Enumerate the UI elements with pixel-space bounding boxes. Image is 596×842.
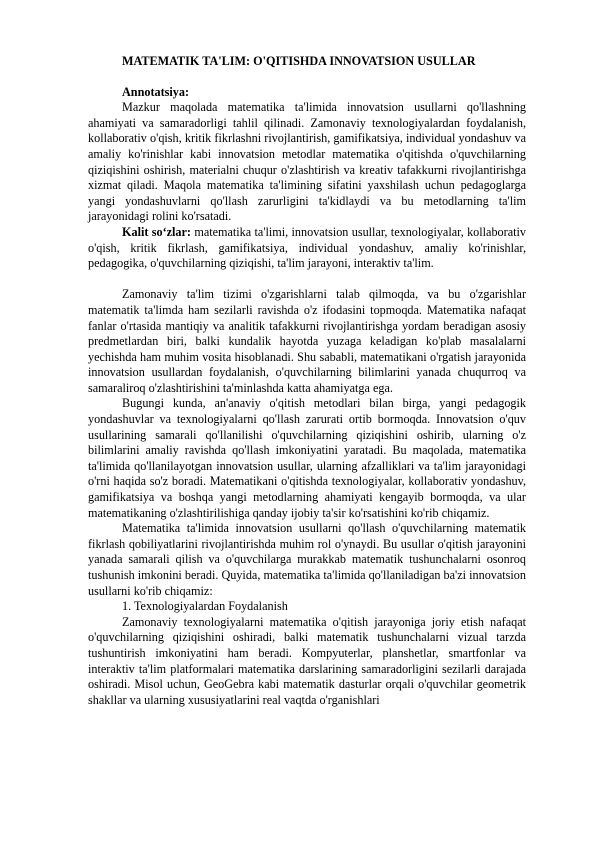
keywords-label: Kalit so‘zlar: xyxy=(122,224,191,239)
list-item-technologies: 1. Texnologiyalardan Foydalanish xyxy=(122,599,288,614)
document-title: MATEMATIK TA'LIM: O'QITISHDA INNOVATSION USULLAR xyxy=(122,54,476,68)
abstract-paragraph: Mazkur maqolada matematika ta'limida innovatsion usullarni qo'llashning ahamiyati va samaradorligi tahlil qilinadi. Zamonaviy texnologiyalardan foydalanish, kollaborativ o'qish, kritik fikrlashni rivojlantirish, gamifikatsiya, individual yondashuv va amaliy ko'rinishlar kabi innovatsion metodlar matematika o'qitishda o'quvchilarning qiziqishini oshirish, materialni chuqur o'zlashtirish va kreativ tafakkurni rivojlantirishga xizmat qiladi. Maqola matematika ta'limining sifatini yaxshilash uchun pedagoglarga yangi yondashuvlarni qo'llash zarurligini ta'kidlaydi va bu metodlarning ta'lim jarayonidagi rolini ko'rsatadi. xyxy=(88,100,526,224)
body-paragraph-2: Bugungi kunda, an'anaviy o'qitish metodlari bilan birga, yangi pedagogik yondashuvlar va texnologiyalarni qo'llash zarurati ortib bormoqda. Innovatsion o'quv usullarining samarali qo'llanilishi o'quvchilarning qiziqishini oshirib, ularning o'z bilimlarini amaliy ravishda qo'llash imkoniyatini yaratadi. Bu maqolada, matematika ta'limida qo'llanilayotgan innovatsion usullar, ularning afzalliklari va ta'lim jarayonidagi o'rni haqida so'z boradi. Matematikani o'qitishda texnologiyalar, kollaborativ yondashuv, gamifikatsiya va boshqa yangi metodlarning ahamiyati kengayib bormoqda, va ular matematikaning o'zlashtirilishiga qanday ijobiy ta'sir ko'rsatishini ko'rib chiqamiz. xyxy=(88,396,526,520)
keywords-text: matematika ta'limi, innovatsion usullar, texnologiyalar, kollaborativ o'qish, kritik fikrlash, gamifikatsiya, individual yondashuv, amaliy ko'rinishlar, pedagogika, o'quvchilarning qiziqishi, ta'lim jarayoni, interaktiv ta'lim. xyxy=(88,224,526,271)
keywords-paragraph xyxy=(88,225,526,272)
body-paragraph-3: Matematika ta'limida innovatsion usullarni qo'llash o'quvchilarning matematik fikrlash qobiliyatlarini rivojlantirishda muhim rol o'ynaydi. Bu usullar o'qitish jarayonini yanada samarali qilish va o'quvchilarga murakkab matematik tushunchalarni osonroq tushunish imkonini beradi. Quyida, matematika ta'limida qo'llaniladigan ba'zi innovatsion usullarni ko'rib chiqamiz: xyxy=(88,521,526,598)
abstract-heading: Annotatsiya: xyxy=(122,84,190,99)
body-paragraph-1: Zamonaviy ta'lim tizimi o'zgarishlarni talab qilmoqda, va bu o'zgarishlar matematik ta'limda ham sezilarli ravishda o'z ifodasini topmoqda. Matematika nafaqat fanlar o'rtasida mantiqiy va analitik tafakkurni rivojlantirishga yordam beradigan asosiy predmetlardan biri, balki kundalik hayotda yuzaga keladigan ko'plab masalalarni yechishda ham muhim vosita hisoblanadi. Shu sababli, matematikani o'rgatish jarayonida innovatsion usullardan foydalanish, o'quvchilarning bilimlarini yanada chuqurroq va samaraliroq o'zlashtirishini ta'minlashda katta ahamiyatga ega. xyxy=(88,287,526,395)
section-spacer xyxy=(88,272,526,288)
body-paragraph-4: Zamonaviy texnologiyalarni matematika o'qitish jarayoniga joriy etish nafaqat o'quvchilarning qiziqishini oshiradi, balki matematik tushunchalarni vizual tarzda tushuntirish imkoniyatini ham beradi. Kompyuterlar, planshetlar, smartfonlar va interaktiv ta'lim platformalari matematika darslarining samaradorligini sezilarli darajada oshiradi. Misol uchun, GeoGebra kabi matematik dasturlar orqali o'quvchilar geometrik shakllar va ularning xususiyatlarini real vaqtda o'rganishlari xyxy=(88,614,526,707)
document-page xyxy=(88,54,526,708)
